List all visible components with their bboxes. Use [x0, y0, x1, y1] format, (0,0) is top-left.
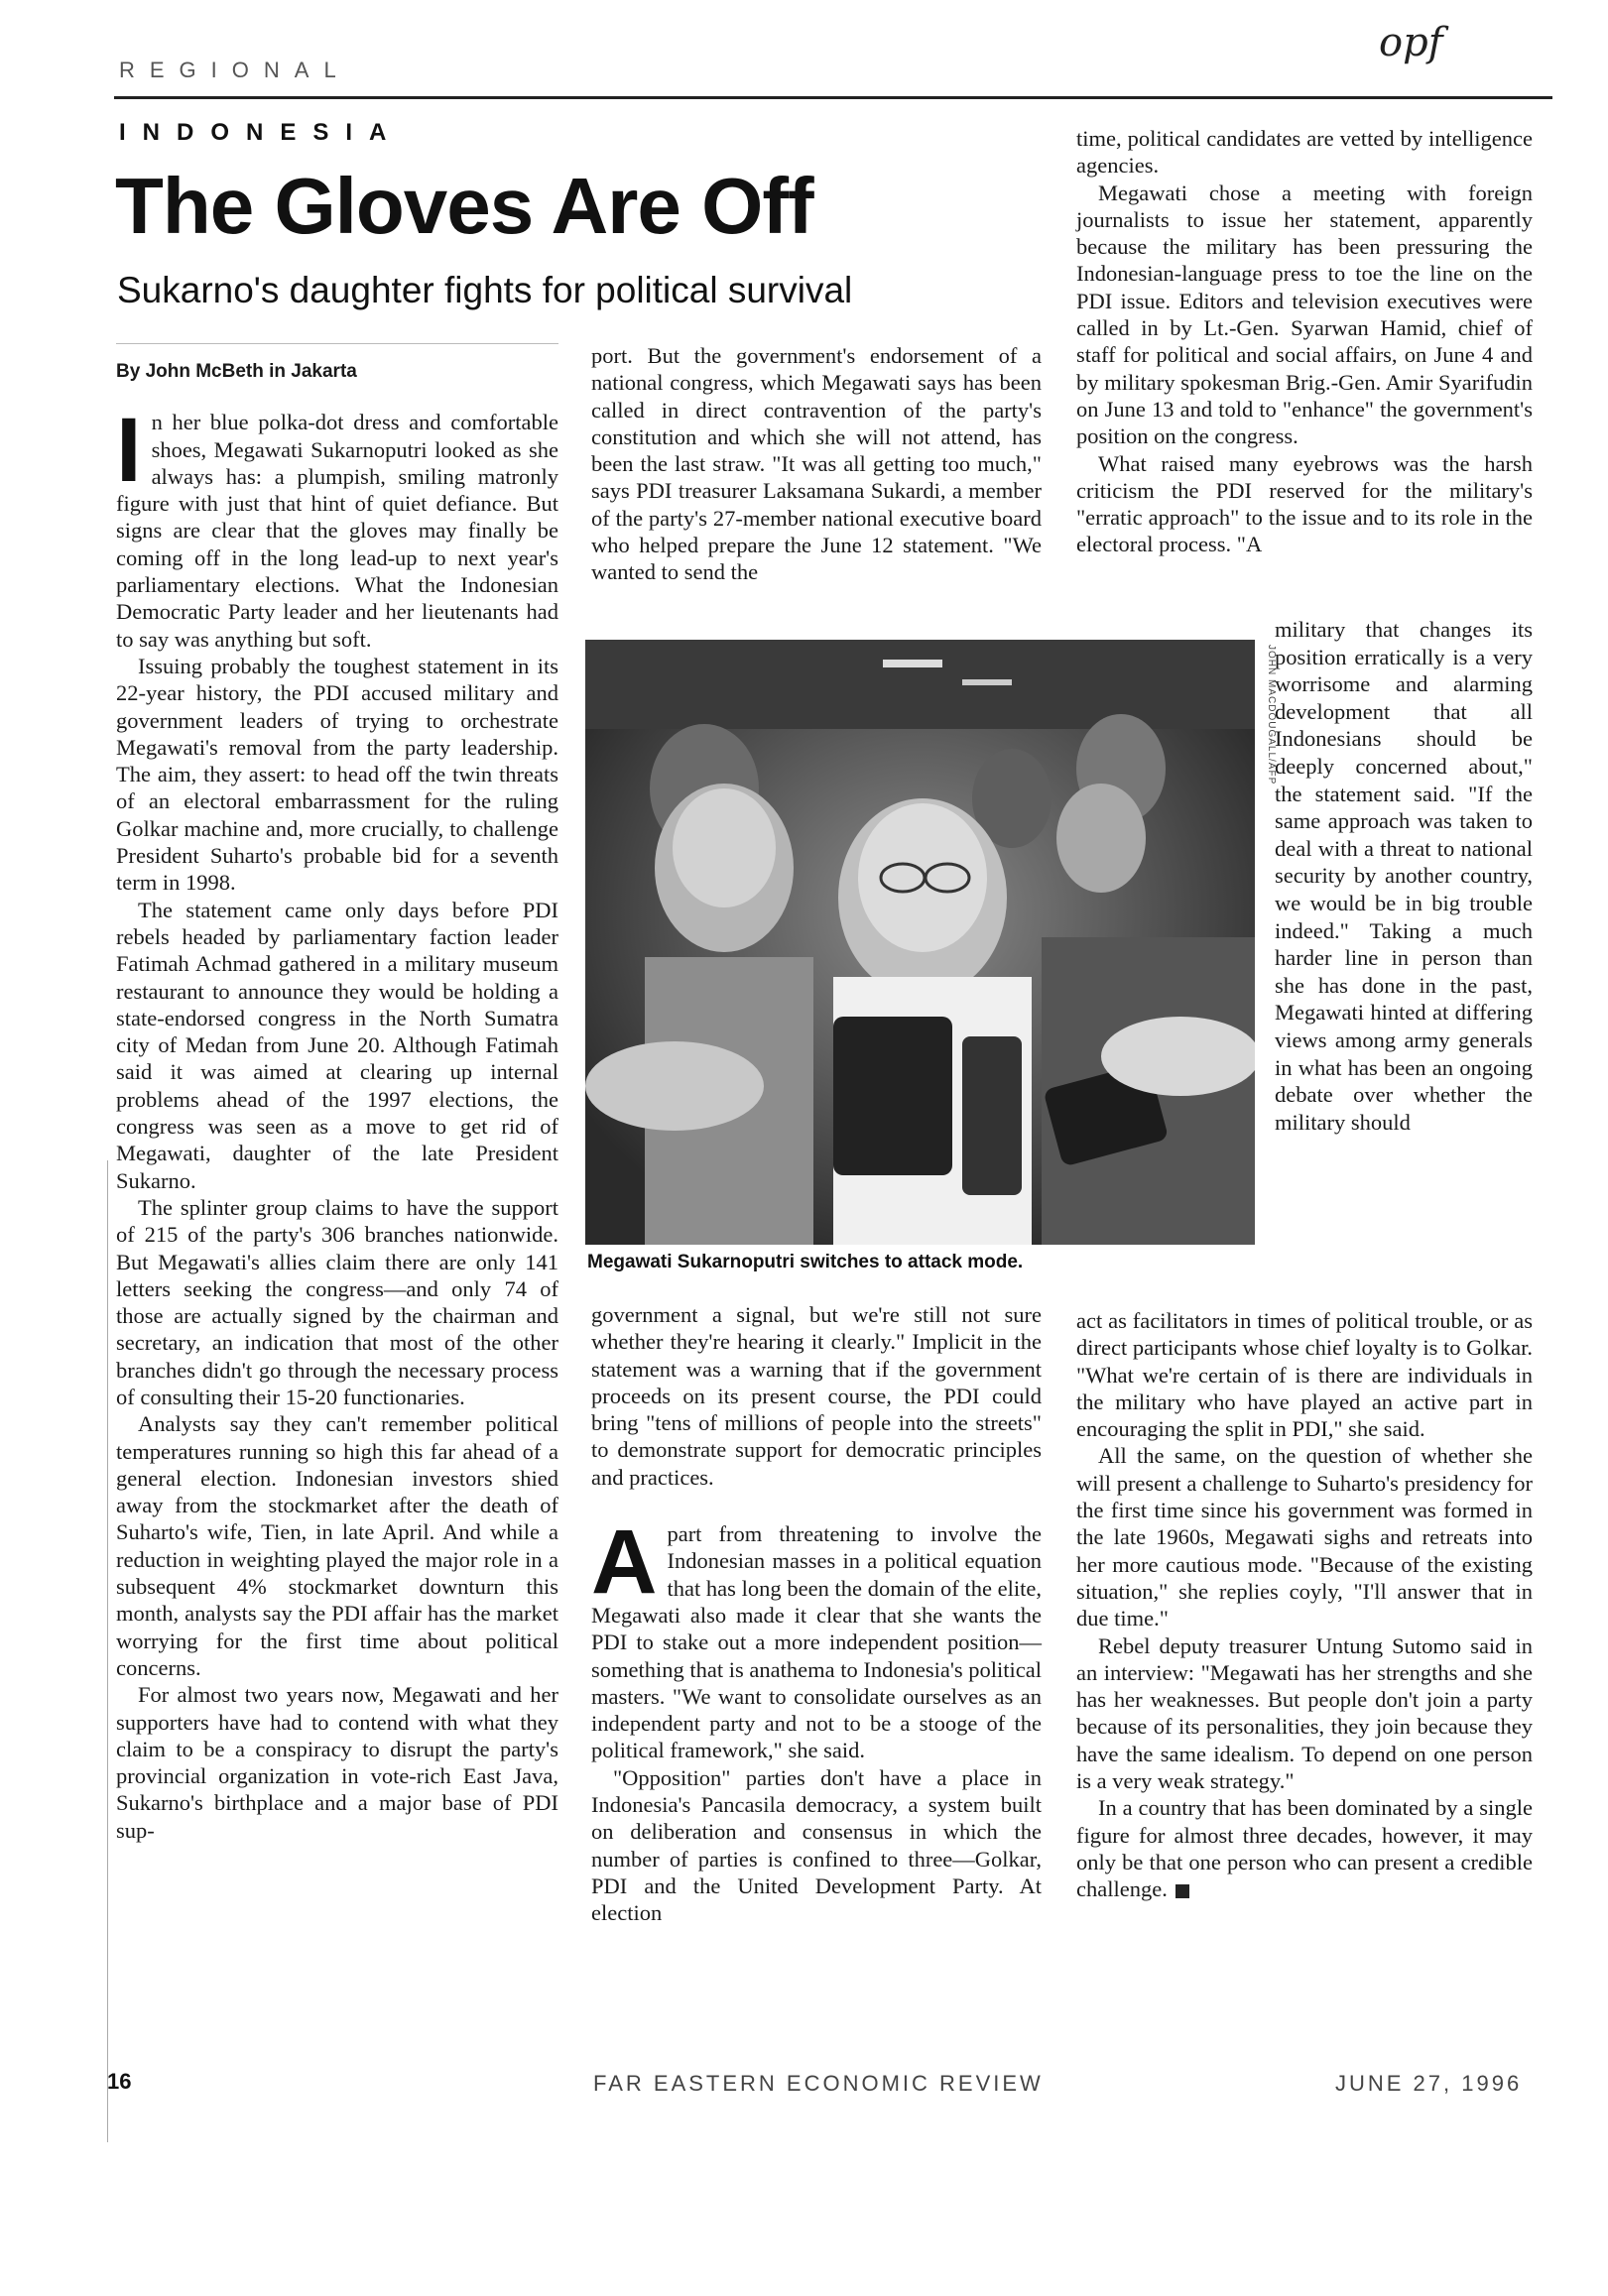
- section-label: REGIONAL: [119, 58, 351, 82]
- column-2-top: [591, 342, 1042, 586]
- dropcap: I: [116, 400, 142, 502]
- paragraph: What raised many eyebrows was the harsh criticism the PDI reserved for the military's "erratic approach" to the issue and to its role in the electoral process. "A: [1076, 450, 1533, 557]
- headline: The Gloves Are Off: [115, 162, 813, 250]
- paragraph-dropcap: Apart from threatening to involve the Indonesian masses in a political equation that has long been the domain of the elite, Megawati also made it clear that she wants the PDI to stake out a more independent position—something that is anathema to Indonesia's political masters. "We want to consolidate ourselves as an independent party and not to be a stooge of the political framework," she said.: [591, 1511, 1042, 1763]
- news-photo: [585, 640, 1255, 1245]
- paragraph: "Opposition" parties don't have a place in Indonesia's Pancasila democracy, a system built on deliberation and consensus in which the number of parties is confined to three—Golkar, PDI and the United Development Party. At election: [591, 1764, 1042, 1926]
- page-number: 16: [107, 2069, 132, 2094]
- paragraph: All the same, on the question of whether she will present a challenge to Suharto's presidency for the first time since his government was formed in the late 1960s, Megawati sighs and retreats into her more cautious mode. "Because of the existing situation," she replies coyly, "I'll answer that in due time.": [1076, 1443, 1533, 1631]
- header-rule: [114, 96, 1552, 99]
- paragraph: For almost two years now, Megawati and her supporters have had to contend with what they claim to be a conspiracy to disrupt the party's provincial organization in vote-rich East Java, Sukarno's birthplace and a major base of PDI sup-: [116, 1682, 558, 1843]
- column-1: [116, 343, 558, 1844]
- column-3-top: [1076, 125, 1533, 558]
- paragraph: The splinter group claims to have the support of 215 of the party's 306 branches nationwide. But Megawati's allies claim there are only 141 letters seeking the congress—and only 74 of those are actually signed by the chairman and secretary, an indication that most of the other branches didn't go through the necessary process of consulting their 15-20 functionaries.: [116, 1194, 558, 1409]
- column-3-wrap: [1275, 616, 1533, 1136]
- paragraph: Rebel deputy treasurer Untung Sutomo said in an interview: "Megawati has her strengths and she has her weaknesses. But people don't join a party because of its personalities, they join because they have the same idealism. To depend on one person is a very weak strategy.": [1076, 1632, 1533, 1794]
- paragraph: Analysts say they can't remember political temperatures running so high this far ahead of a general election. Indonesian investors shied away from the stockmarket after the death of Suharto's wife, Tien, in late April. And while a reduction in weighting played the major role in a subsequent 4% stockmarket downturn this month, analysts say the PDI affair has the market worrying for the first time about political concerns.: [116, 1411, 558, 1680]
- paragraph: In a country that has been dominated by a single figure for almost three decades, however, it may only be that one person who can present a credible challenge.: [1076, 1795, 1533, 1902]
- paragraph: time, political candidates are vetted by intelligence agencies.: [1076, 126, 1533, 179]
- publication-name: FAR EASTERN ECONOMIC REVIEW: [593, 2071, 1044, 2096]
- paragraph: act as facilitators in times of political trouble, or as direct participants whose chief loyalty is to Golkar. "What we're certain of is there are individuals in the military who have played an active part in encouraging the split in PDI," she said.: [1076, 1308, 1533, 1442]
- column-2-bottom: [591, 1301, 1042, 1927]
- paragraph: government a signal, but we're still not sure whether they're hearing it clearly." Implicit in the statement was a warning that if the government proceeds on its present course, the PDI could bring "tens of millions of people into the streets" to demonstrate support for democratic principles and practices.: [591, 1302, 1042, 1490]
- photo-caption: Megawati Sukarnoputri switches to attack mode.: [587, 1252, 1024, 1272]
- end-mark-icon: [1175, 1884, 1189, 1898]
- byline: By John McBeth in Jakarta: [116, 343, 558, 385]
- paragraph: port. But the government's endorsement of a national congress, which Megawati says has been called in direct contravention of the party's constitution and which she will not attend, has been the last straw. "It was all getting too much," says PDI treasurer Laksamana Sukardi, a member of the party's 27-member national executive board who helped prepare the June 12 statement. "We wanted to send the: [591, 343, 1042, 585]
- photo-credit: JOHN MACDOUGALL/AFP: [1266, 645, 1277, 785]
- paragraph: military that changes its position erratically is a very worrisome and alarming development that all Indonesians should be deeply concerned about," the statement said. "If the same approach was taken to deal with a threat to national security by another country, we would be in big trouble indeed." Taking a much harder line in person than she has done in the past, Megawati hinted at differing views among army generals in what has been an ongoing debate over whether the military should: [1275, 617, 1533, 1135]
- photo-crowd-illustration: [585, 640, 1255, 1245]
- margin-rule: [107, 1160, 108, 2142]
- country-kicker: INDONESIA: [119, 119, 404, 146]
- deck: Sukarno's daughter fights for political survival: [117, 270, 853, 310]
- paragraph: Issuing probably the toughest statement in its 22-year history, the PDI accused military and government leaders of trying to orchestrate Megawati's removal from the party leadership. The aim, they assert: to head off the twin threats of an electoral embarrassment for the ruling Golkar machine and, more crucially, to challenge President Suharto's probable bid for a seventh term in 1998.: [116, 653, 558, 896]
- dropcap: A: [591, 1511, 658, 1614]
- paragraph: The statement came only days before PDI rebels headed by parliamentary faction leader Fatimah Achmad gathered in a military museum restaurant to announce they would be holding a state-endorsed congress in the North Sumatra city of Medan from June 20. Although Fatimah said it was aimed at clearing up internal problems ahead of the 1997 elections, the congress was seen as a move to get rid of Megawati, daughter of the late President Sukarno.: [116, 897, 558, 1193]
- lead-paragraph: In her blue polka-dot dress and comfortable shoes, Megawati Sukarnoputri looked as she always has: a plumpish, smiling matronly figure with just that hint of quiet defiance. But signs are clear that the gloves may finally be coming off in the long lead-up to next year's parliamentary elections. What the Indonesian Democratic Party leader and her lieutenants had to say was anything but soft.: [116, 400, 558, 652]
- column-3-bottom: [1076, 1307, 1533, 1903]
- handwritten-mark: opf: [1379, 20, 1443, 65]
- issue-date: JUNE 27, 1996: [1335, 2071, 1523, 2096]
- paragraph: Megawati chose a meeting with foreign journalists to issue her statement, apparently because the military has been pressuring the Indonesian-language press to toe the line on the PDI issue. Editors and television executives were called in by Lt.-Gen. Syarwan Hamid, chief of staff for political and social affairs, on June 4 and by military spokesman Brig.-Gen. Amir Syarifudin on June 13 and told to "enhance" the government's position on the congress.: [1076, 180, 1533, 449]
